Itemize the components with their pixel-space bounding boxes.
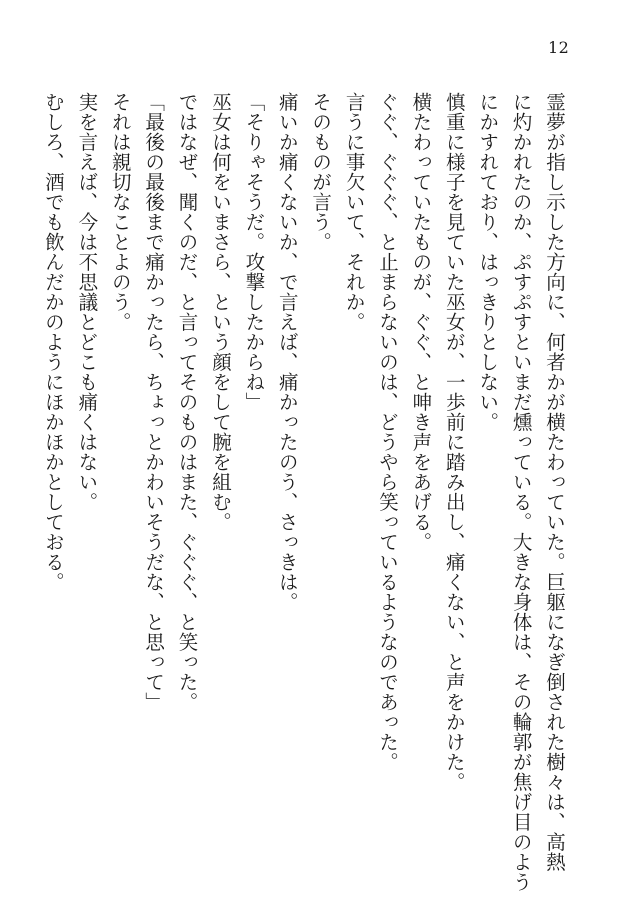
text-line: 言うに事欠いて、それか。 — [342, 92, 366, 332]
text-line: むしろ、酒でも飲んだかのようにほかほかとしておる。 — [41, 92, 65, 592]
text-line: ではなぜ、聞くのだ、と言ってそのものはまた、ぐぐぐ、と笑った。 — [175, 92, 199, 712]
body-text — [37, 92, 572, 892]
text-line: 「最後の最後まで痛かったら、ちょっとかわいそうだな、と思って」 — [142, 92, 166, 712]
text-line: 巫女は何をいまさら、という顔をして腕を組む。 — [208, 92, 232, 532]
page-number: 12 — [548, 38, 570, 57]
text-line: それは親切なことよのう。 — [108, 92, 132, 332]
text-line: 慎重に様子を見ていた巫女が、一歩前に踏み出し、痛くない、と声をかけた。 — [442, 92, 466, 792]
text-line: にかすれており、はっきりとしない。 — [476, 92, 500, 432]
text-line: そのものが言う。 — [309, 92, 333, 252]
text-line: 実を言えば、今は不思議とどこも痛くはない。 — [75, 92, 99, 512]
text-line: 痛いか痛くないか、で言えば、痛かったのう、さっきは。 — [275, 92, 299, 612]
text-line: に灼かれたのか、ぷすぷすといまだ燻っている。大きな身体は、その輪郭が焦げ目のよう — [509, 92, 533, 892]
text-line: ぐぐ、ぐぐぐ、と止まらないのは、どうやら笑っているようなのであった。 — [375, 92, 399, 772]
text-line: 横たわっていたものが、ぐぐ、と呻き声をあげる。 — [409, 92, 433, 552]
text-line: 「そりゃそうだ。攻撃したからね」 — [242, 92, 266, 412]
text-line: 霊夢が指し示した方向に、何者かが横たわっていた。巨躯になぎ倒された樹々は、高熱 — [543, 92, 566, 872]
